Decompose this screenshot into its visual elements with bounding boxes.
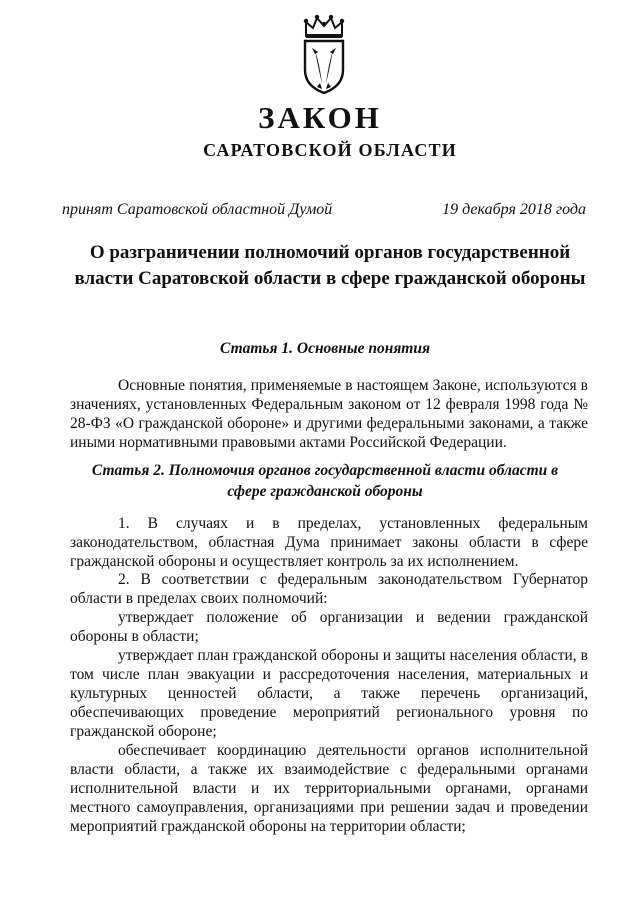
adoption-row [62,201,586,219]
article-2-paragraph: 1. В случаях и в пределах, установленных федеральным законодательством, областная Дума принимает законы области в сфере гражданской обороны и осуществляет контроль за их исполнением. [70,515,588,570]
article-2-paragraph: утверждает план гражданской обороны и защиты населения области, в том числе план эвакуации и рассредоточения населения, материальных и культурных ценностей области, а также перечень организаций, обеспечивающих проведение мероприятий регионального уровня по гражданской обороне; [70,647,588,740]
article-2-paragraph: 2. В соответствии с федеральным законодательством Губернатор области в пределах своих полномочий: [70,571,588,607]
adopted-by: принят Саратовской областной Думой [62,201,333,218]
region-name: САРАТОВСКОЙ ОБЛАСТИ [203,140,457,160]
document-type: ЗАКОН [258,100,382,135]
law-title: О разграничении полномочий органов государственной власти Саратовской области в сфере гражданской обороны [74,242,586,289]
article-2-paragraph: утверждает положение об организации и ведении гражданской обороны в области; [70,609,588,645]
article-1-heading: Статья 1. Основные понятия [220,340,430,357]
adoption-date: 19 декабря 2018 года [442,201,586,218]
article-2-paragraph: обеспечивает координацию деятельности органов исполнительной власти области, а также их взаимодействие с федеральными органами исполнительной власти и их территориальными органами, органами местного самоуправления, организациями при решении задач и проведении мероприятий гражданской обороны на территории области; [70,742,588,835]
article-1-text: Основные понятия, применяемые в настоящем Законе, используются в значениях, установленных Федеральным законом от 12 февраля 1998 года № 28-ФЗ «О гражданской обороне» и другими федеральными законами, а также иными нормативными правовыми актами Российской Федерации. [70,377,588,451]
article-2-heading: Статья 2. Полномочия органов государственной власти области в сфере гражданской обороны [91,462,559,500]
saratov-coat-of-arms-icon [301,14,347,94]
